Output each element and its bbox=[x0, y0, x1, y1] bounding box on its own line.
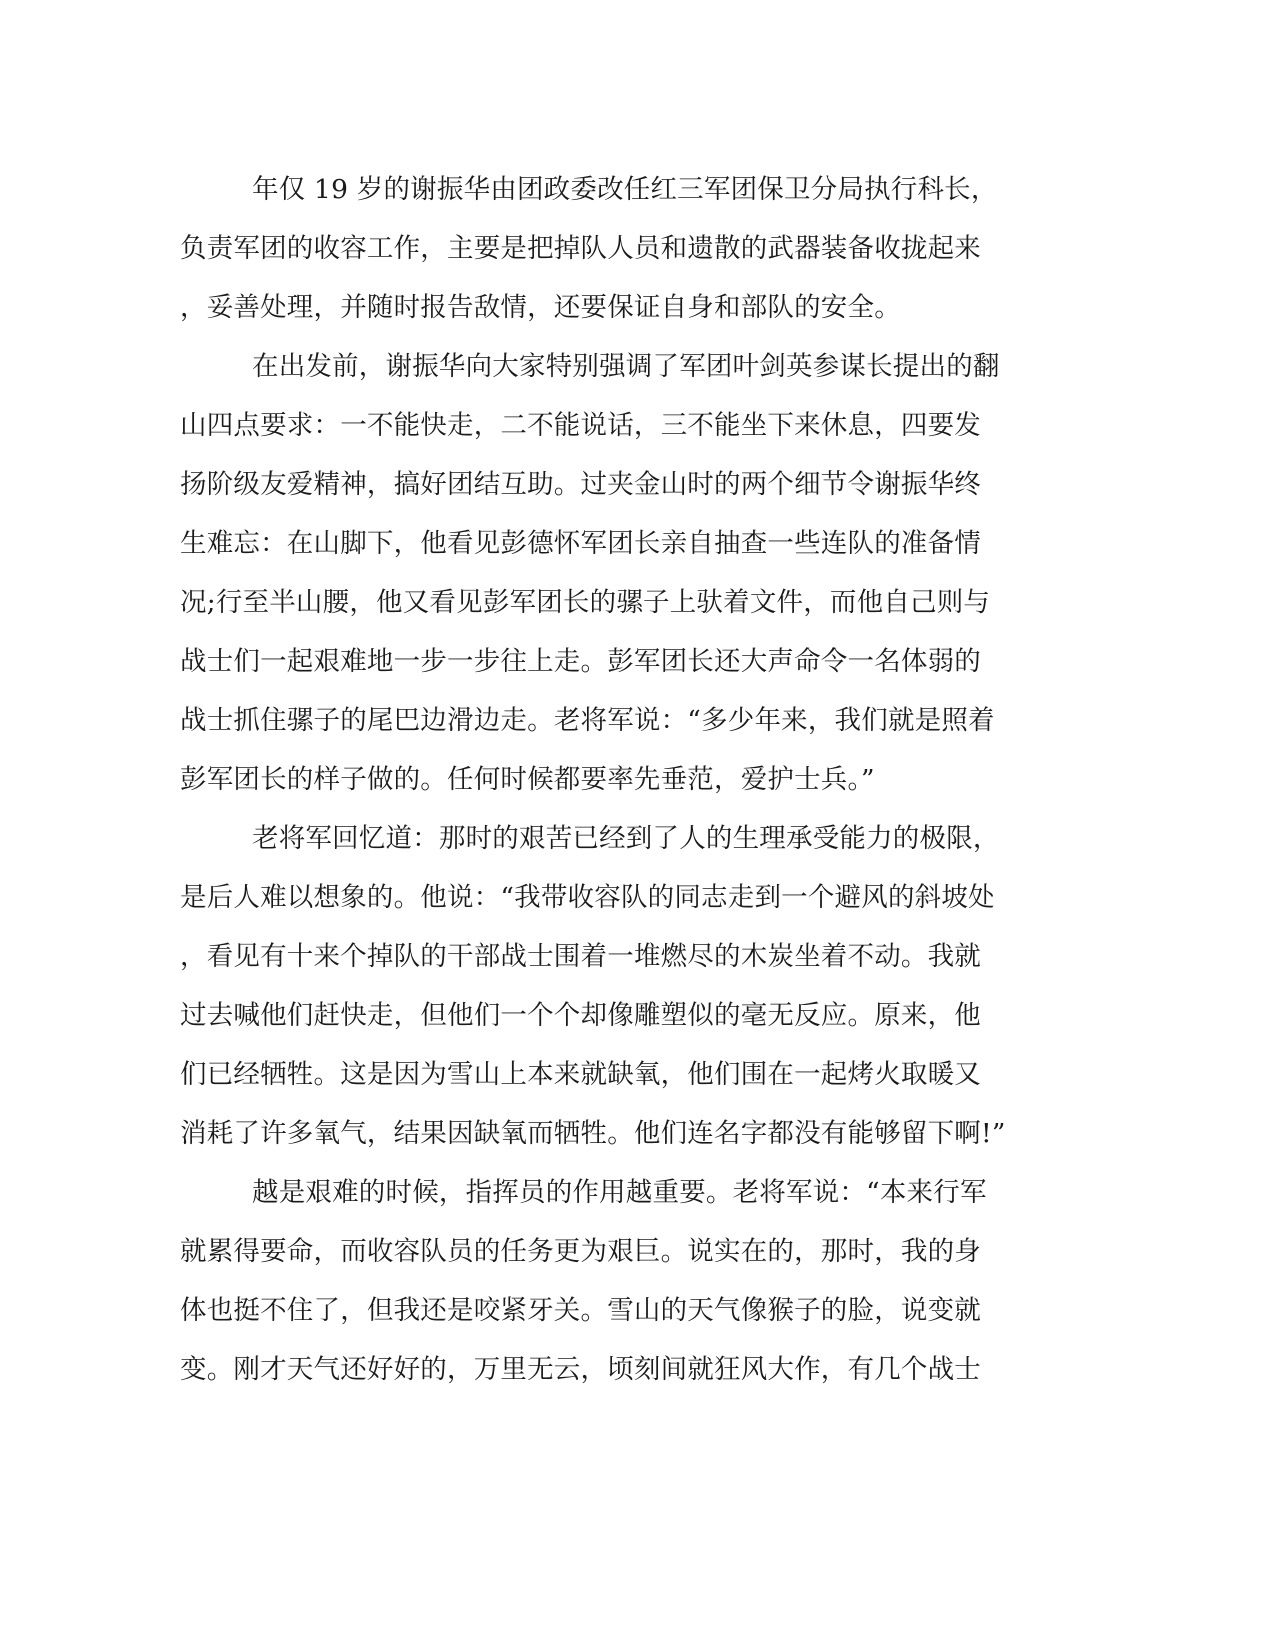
text-line: 在出发前，谢振华向大家特别强调了军团叶剑英参谋长提出的翻 bbox=[252, 351, 1000, 382]
paragraph-2 bbox=[180, 337, 1050, 809]
text-line: 消耗了许多氧气，结果因缺氧而牺牲。他们连名字都没有能够留下啊!” bbox=[180, 1118, 1006, 1149]
text-line: 负责军团的收容工作，主要是把掉队人员和遗散的武器装备收拢起来 bbox=[180, 233, 981, 264]
body-text bbox=[180, 160, 1050, 1399]
text-line: 是后人难以想象的。他说：“我带收容队的同志走到一个避风的斜坡处 bbox=[180, 882, 995, 913]
text-line: 况;行至半山腰，他又看见彭军团长的骡子上驮着文件，而他自己则与 bbox=[180, 587, 991, 618]
paragraph-3 bbox=[180, 809, 1050, 1163]
text-line: 扬阶级友爱精神，搞好团结互助。过夹金山时的两个细节令谢振华终 bbox=[180, 469, 981, 500]
text-line: 老将军回忆道：那时的艰苦已经到了人的生理承受能力的极限， bbox=[252, 823, 1000, 854]
text-line: 战士们一起艰难地一步一步往上走。彭军团长还大声命令一名体弱的 bbox=[180, 646, 981, 677]
text-line: 山四点要求：一不能快走，二不能说话，三不能坐下来休息，四要发 bbox=[180, 410, 981, 441]
text-line: 们已经牺牲。这是因为雪山上本来就缺氧，他们围在一起烤火取暖又 bbox=[180, 1059, 981, 1090]
text-line: 年仅 19 岁的谢振华由团政委改任红三军团保卫分局执行科长， bbox=[252, 174, 998, 205]
paragraph-4 bbox=[180, 1163, 1050, 1399]
text-line: 战士抓住骡子的尾巴边滑边走。老将军说：“多少年来，我们就是照着 bbox=[180, 705, 995, 736]
text-line: ，妥善处理，并随时报告敌情，还要保证自身和部队的安全。 bbox=[180, 292, 901, 323]
text-line: 体也挺不住了，但我还是咬紧牙关。雪山的天气像猴子的脸，说变就 bbox=[180, 1295, 981, 1326]
text-line: 变。刚才天气还好好的，万里无云，顷刻间就狂风大作，有几个战士 bbox=[180, 1354, 981, 1385]
text-line: 就累得要命，而收容队员的任务更为艰巨。说实在的，那时，我的身 bbox=[180, 1236, 981, 1267]
text-line: 生难忘：在山脚下，他看见彭德怀军团长亲自抽查一些连队的准备情 bbox=[180, 528, 981, 559]
text-line: 越是艰难的时候，指挥员的作用越重要。老将军说：“本来行军 bbox=[252, 1177, 987, 1208]
text-line: 过去喊他们赶快走，但他们一个个却像雕塑似的毫无反应。原来，他 bbox=[180, 1000, 981, 1031]
paragraph-1 bbox=[180, 160, 1050, 337]
text-line: ，看见有十来个掉队的干部战士围着一堆燃尽的木炭坐着不动。我就 bbox=[180, 941, 981, 972]
text-line: 彭军团长的样子做的。任何时候都要率先垂范，爱护士兵。” bbox=[180, 764, 875, 795]
